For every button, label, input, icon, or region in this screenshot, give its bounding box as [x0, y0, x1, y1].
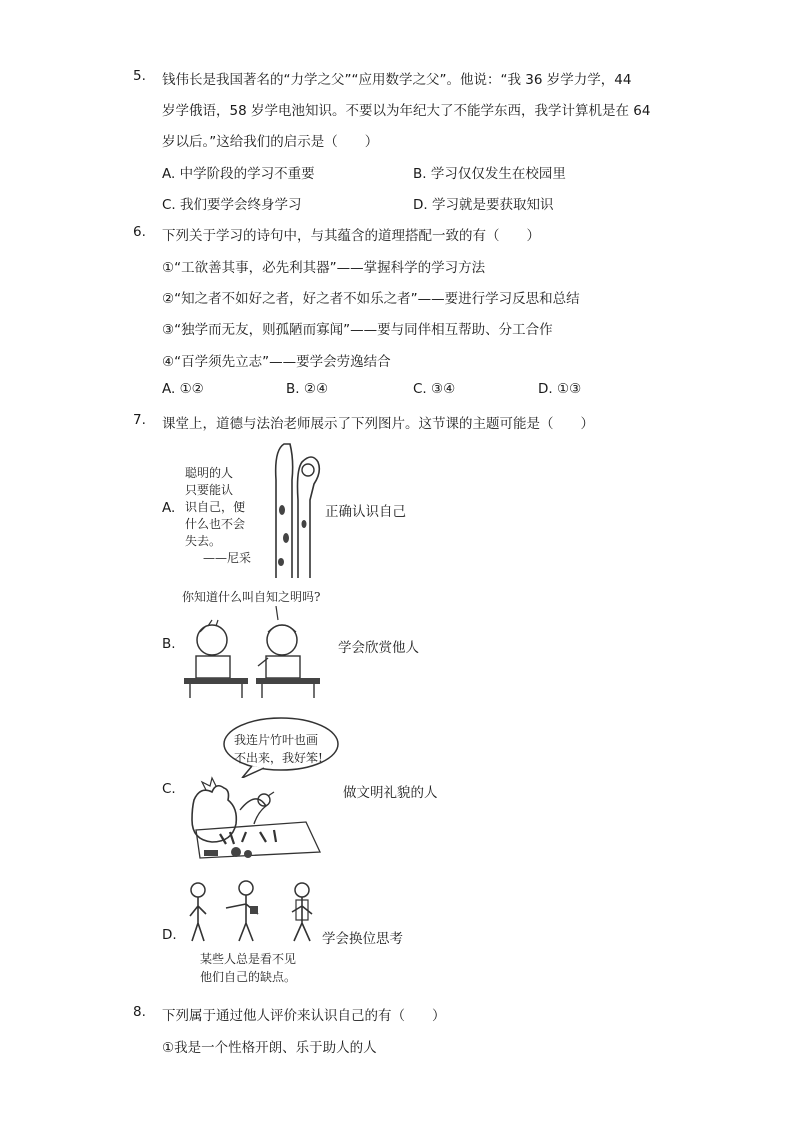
- statement-item: ③“独学而无友，则孤陋而寡闻”——要与同伴相互帮助、分工合作: [162, 322, 553, 338]
- question-stem-line: 岁以后。”这给我们的启示是（ ）: [162, 134, 379, 150]
- question-stem-line: 钱伟长是我国著名的“力学之父”“应用数学之父”。他说：“我 36 岁学力学，44: [162, 72, 632, 88]
- image-text: 他们自己的缺点。: [200, 970, 297, 984]
- question-stem: 课堂上，道德与法治老师展示了下列图片。这节课的主题可能是（ ）: [162, 416, 594, 432]
- question-stem-line: 岁学俄语，58 岁学电池知识。不要以为年纪大了不能学东西，我学计算机是在 64: [162, 103, 651, 119]
- students-at-desks-illustration: [182, 606, 320, 698]
- option-a-label: A.: [162, 500, 176, 516]
- image-text: 不出来，我好笨!: [234, 751, 323, 765]
- option-c-caption: 做文明礼貌的人: [343, 785, 438, 801]
- image-text: 我连片竹叶也画: [234, 733, 319, 747]
- statement-item: ④“百学须先立志”——要学会劳逸结合: [162, 354, 391, 370]
- question-number: 7.: [133, 412, 146, 428]
- nietzsche-quote-image: [185, 465, 251, 567]
- option-d-label: D.: [162, 927, 177, 943]
- option-c: C. 我们要学会终身学习: [162, 197, 302, 213]
- option-c: C. ③④: [413, 381, 456, 397]
- question-stem: 下列关于学习的诗句中，与其蕴含的道理搭配一致的有（ ）: [162, 228, 540, 244]
- speech-text: 你知道什么叫自知之明吗?: [182, 590, 321, 604]
- image-text: 只要能认: [185, 483, 234, 497]
- image-caption-text: [200, 950, 296, 986]
- rooster-painting-illustration: [180, 770, 330, 862]
- option-a-caption: 正确认识自己: [325, 504, 406, 520]
- image-text: ——尼采: [203, 551, 252, 565]
- option-b-caption: 学会欣赏他人: [338, 640, 419, 656]
- statement-item: ①“工欲善其事，必先利其器”——掌握科学的学习方法: [162, 260, 486, 276]
- question-number: 8.: [133, 1004, 146, 1020]
- speech-text: [234, 731, 323, 767]
- option-d-caption: 学会换位思考: [322, 931, 403, 947]
- image-text: 聪明的人: [185, 466, 234, 480]
- option-d: D. 学习就是要获取知识: [413, 197, 554, 213]
- option-a: A. 中学阶段的学习不重要: [162, 166, 315, 182]
- option-b: B. ②④: [286, 381, 329, 397]
- question-stem: 下列属于通过他人评价来认识自己的有（ ）: [162, 1008, 446, 1024]
- option-b-label: B.: [162, 636, 176, 652]
- image-text: 识自己，便: [185, 500, 246, 514]
- image-text: 什么也不会: [185, 517, 246, 531]
- option-c-label: C.: [162, 781, 176, 797]
- question-number: 6.: [133, 224, 146, 240]
- statement-item: ①我是一个性格开朗、乐于助人的人: [162, 1040, 377, 1056]
- people-pointing-illustration: [180, 876, 320, 946]
- option-b: B. 学习仅仅发生在校园里: [413, 166, 566, 182]
- statement-item: ②“知之者不如好之者，好之者不如乐之者”——要进行学习反思和总结: [162, 291, 580, 307]
- image-text: 某些人总是看不见: [200, 952, 297, 966]
- giraffe-illustration: [262, 440, 324, 578]
- image-text: 失去。: [185, 534, 222, 548]
- option-a: A. ①②: [162, 381, 204, 397]
- question-number: 5.: [133, 68, 146, 84]
- option-d: D. ①③: [538, 381, 582, 397]
